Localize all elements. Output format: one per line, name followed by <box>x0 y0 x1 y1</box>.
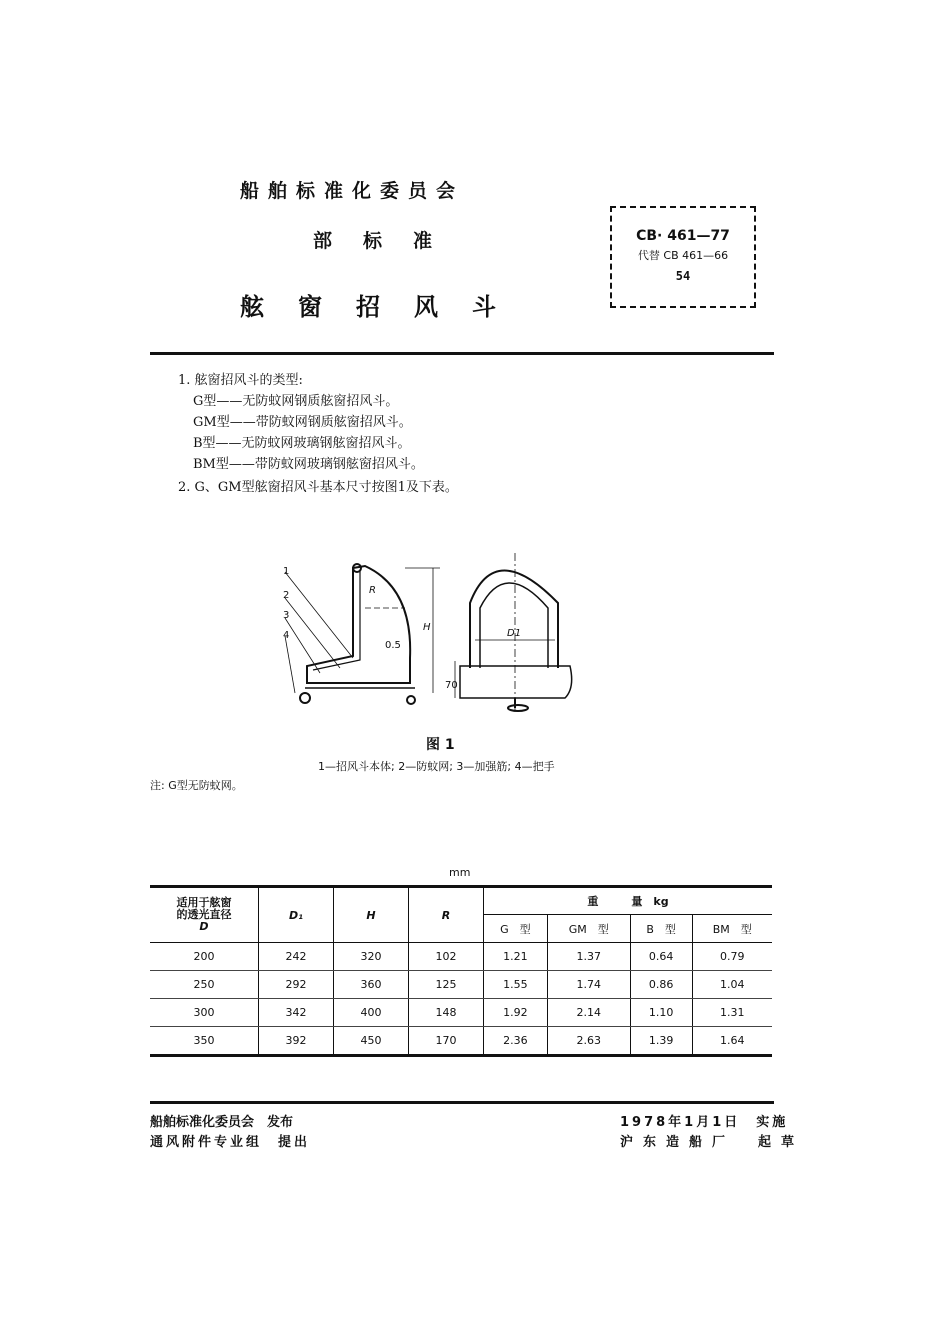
header-bm: BM 型 <box>692 915 772 943</box>
footer-issuer: 船舶标准化委员会 发布 <box>150 1115 294 1130</box>
footer-effective: 1978年1月1日 实施 <box>620 1115 789 1130</box>
figure-1-drawing <box>265 548 595 718</box>
standard-code: CB· 461—77 <box>636 228 730 244</box>
label-3: 3 <box>283 610 290 621</box>
type-b: B型——无防蚊网玻璃钢舷窗招风斗。 <box>193 436 411 451</box>
standard-level: 部标准 <box>313 230 464 252</box>
header-r: R <box>409 887 484 943</box>
front-view-arch <box>470 571 558 669</box>
standard-number-box <box>610 206 756 308</box>
label-thickness: 0.5 <box>385 640 401 651</box>
note: 注: G型无防蚊网。 <box>150 779 243 792</box>
label-1: 1 <box>283 566 290 577</box>
label-2: 2 <box>283 590 290 601</box>
header-rule <box>150 352 774 355</box>
label-4: 4 <box>283 630 290 641</box>
table-row: 250 292 360 125 1.55 1.74 0.86 1.04 <box>150 971 772 999</box>
table-row: 300 342 400 148 1.92 2.14 1.10 1.31 <box>150 999 772 1027</box>
header-gm: GM 型 <box>547 915 630 943</box>
dimension-table <box>150 885 772 1057</box>
label-70: 70 <box>445 680 458 691</box>
table-unit: mm <box>449 866 471 879</box>
table-row: 350 392 450 170 2.36 2.63 1.39 1.64 <box>150 1027 772 1056</box>
header-d: 适用于舷窗 的透光直径 D <box>150 887 259 943</box>
scoop-body-outline <box>307 566 410 683</box>
type-gm: GM型——带防蚊网钢质舷窗招风斗。 <box>193 415 412 430</box>
header-g: G 型 <box>484 915 548 943</box>
type-bm: BM型——带防蚊网玻璃钢舷窗招风斗。 <box>193 457 424 472</box>
document-title: 舷窗招风斗 <box>240 293 530 321</box>
label-h: H <box>423 622 431 633</box>
footer-rule <box>150 1101 774 1104</box>
committee-name: 船舶标准化委员会 <box>240 180 465 202</box>
header-b: B 型 <box>630 915 692 943</box>
header-h: H <box>334 887 409 943</box>
clause-1-title: 1. 舷窗招风斗的类型: <box>178 373 303 388</box>
label-r: R <box>369 585 376 596</box>
footer-proposer: 通风附件专业组 提出 <box>150 1135 311 1150</box>
page-number: 54 <box>675 269 691 283</box>
footer-drafter: 沪东造船厂 起草 <box>620 1135 805 1150</box>
replaces-code: 代替 CB 461—66 <box>637 249 729 262</box>
header-d1: D₁ <box>259 887 334 943</box>
table-row: 200 242 320 102 1.21 1.37 0.64 0.79 <box>150 943 772 971</box>
header-weight: 重 量 kg <box>484 887 773 915</box>
figure-legend: 1—招风斗本体; 2—防蚊网; 3—加强筋; 4—把手 <box>318 760 555 773</box>
label-d1: D1 <box>507 628 522 639</box>
figure-caption: 图 1 <box>426 737 455 753</box>
type-g: G型——无防蚊网钢质舷窗招风斗。 <box>193 394 399 409</box>
clause-2: 2. G、GM型舷窗招风斗基本尺寸按图1及下表。 <box>178 480 458 495</box>
